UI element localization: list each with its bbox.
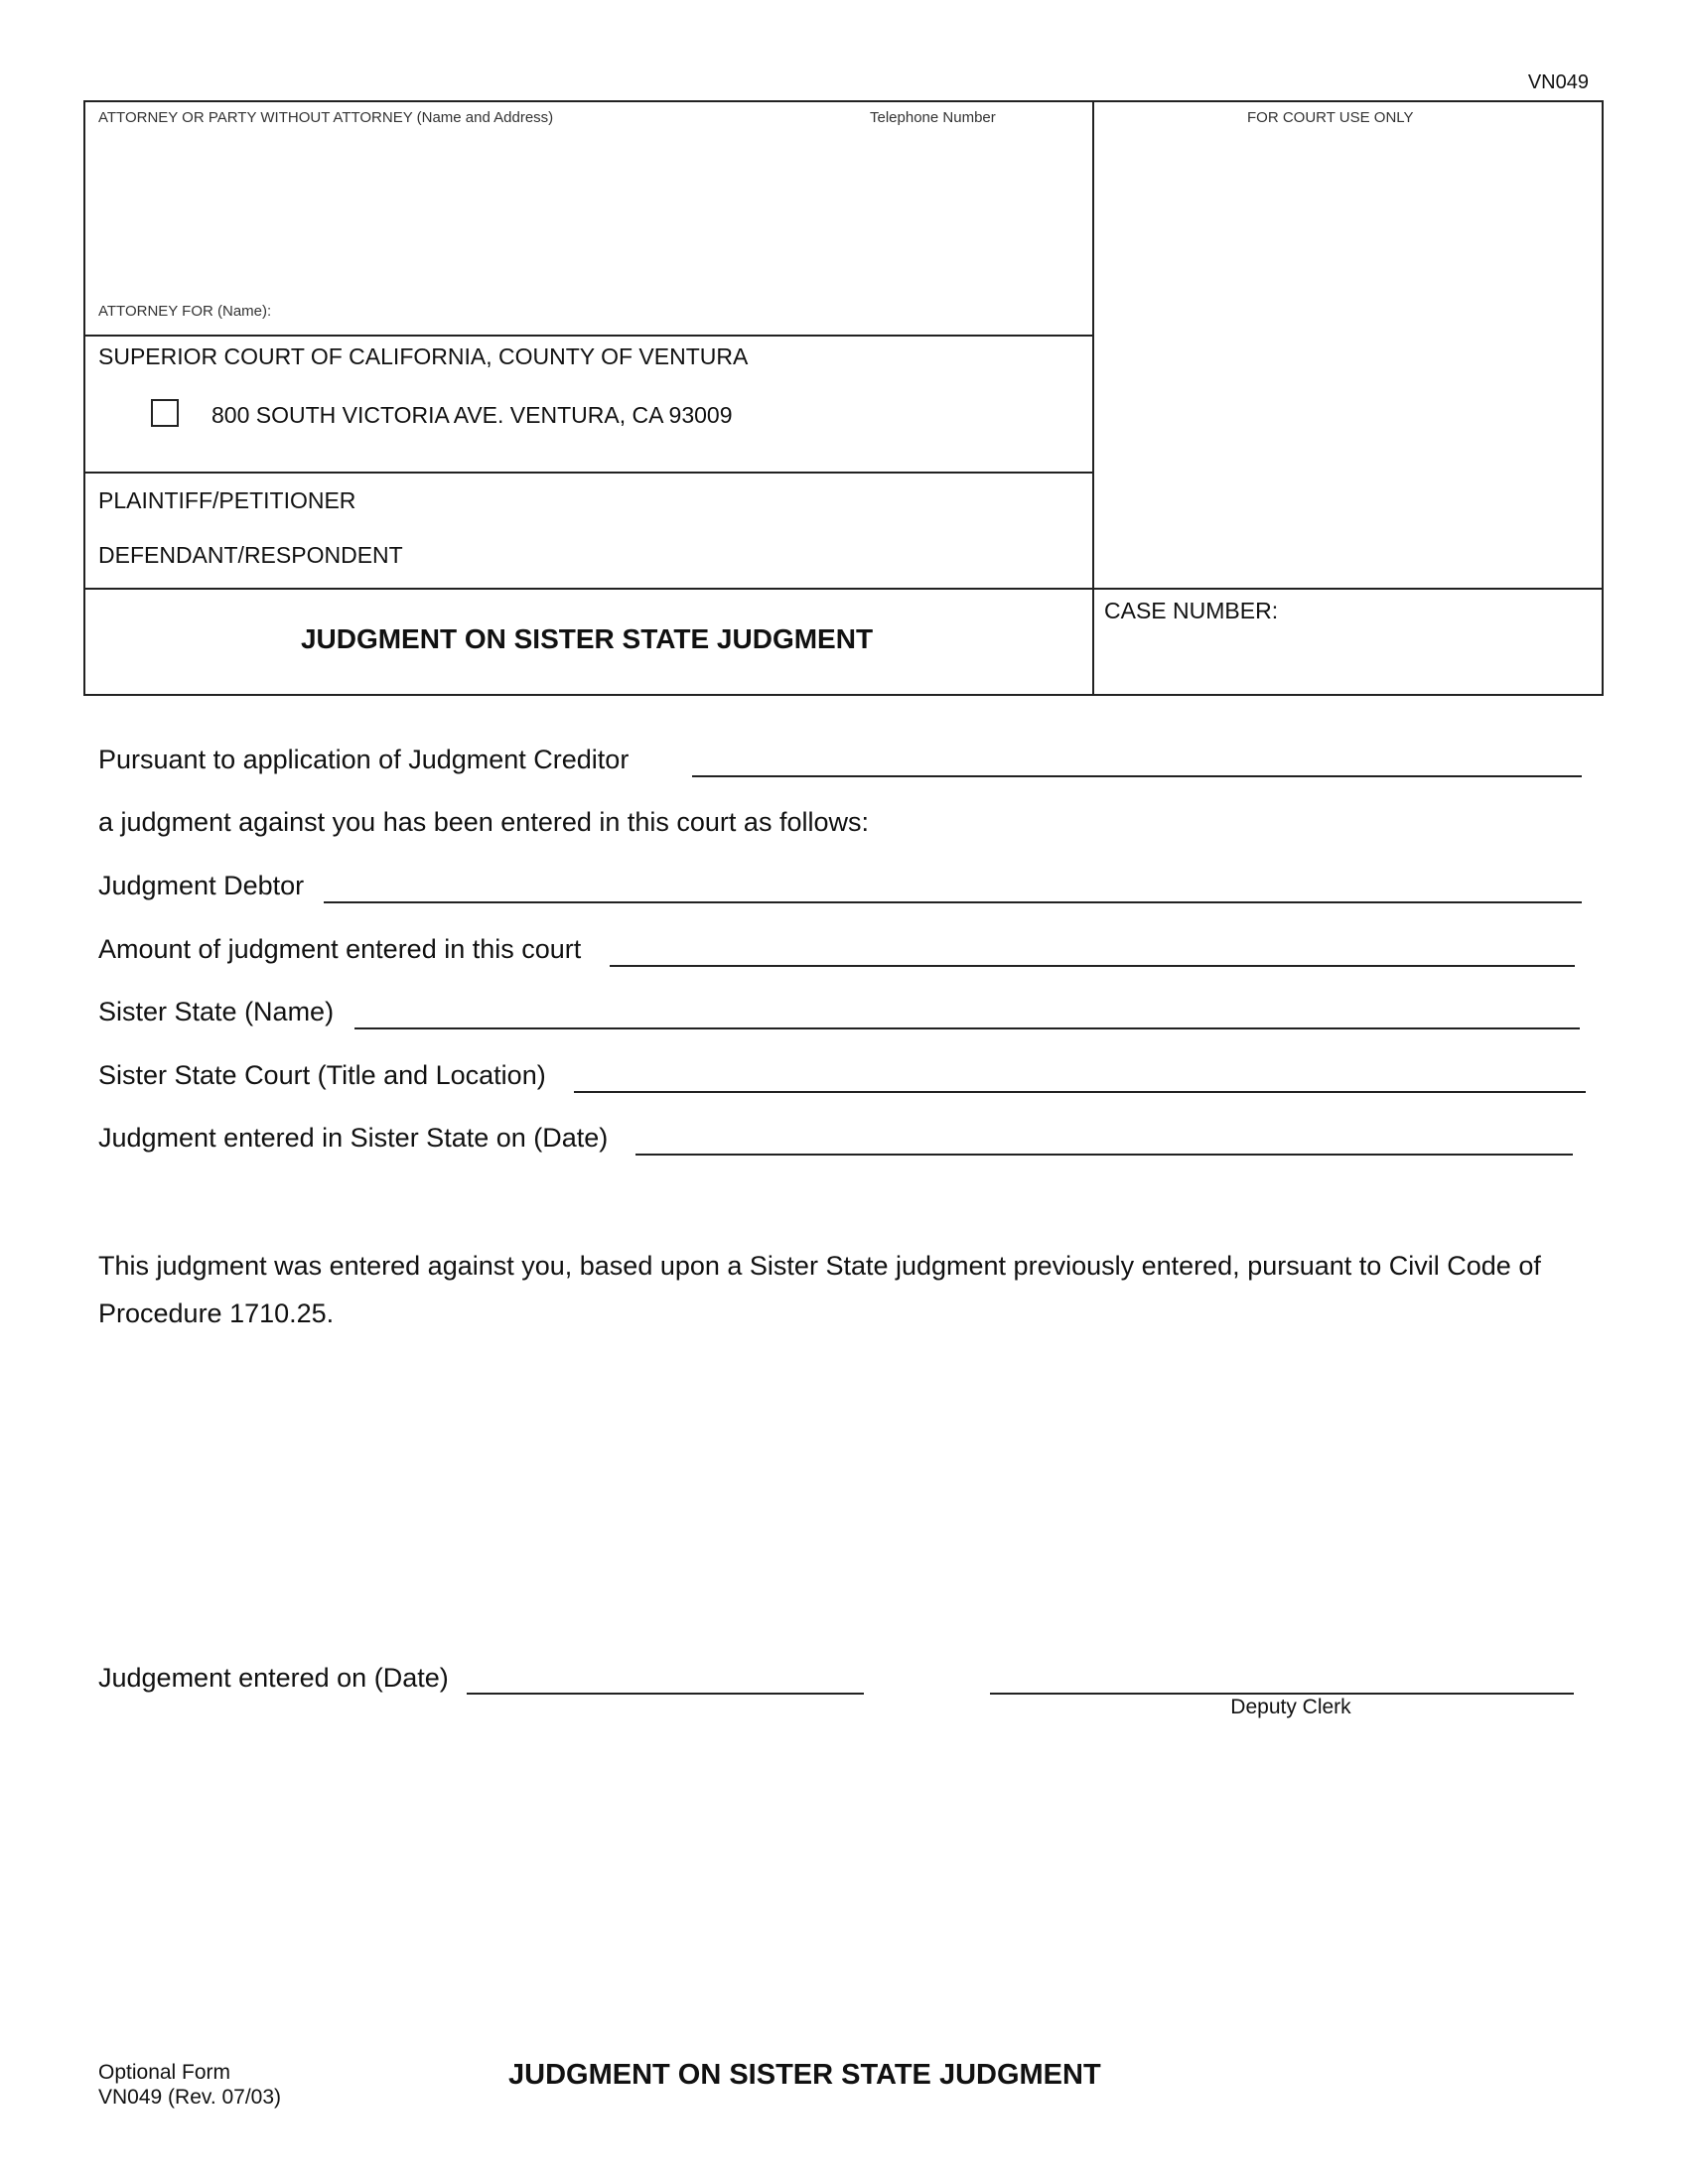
- court-address: 800 SOUTH VICTORIA AVE. VENTURA, CA 93009: [211, 402, 733, 428]
- divider-court-parties: [85, 472, 1092, 474]
- judgment-amount-underline: [610, 965, 1575, 967]
- statement-line-2: Procedure 1710.25.: [98, 1298, 335, 1328]
- caption-box: [83, 100, 1604, 696]
- caption-divider-vertical: [1092, 102, 1094, 694]
- sister-state-court-input[interactable]: [574, 1055, 1590, 1093]
- plaintiff-label: PLAINTIFF/PETITIONER: [98, 487, 356, 513]
- sister-state-date-label: Judgment entered in Sister State on (Date): [98, 1123, 609, 1153]
- optional-form-label: Optional Form: [98, 2061, 231, 2084]
- court-name: SUPERIOR COURT OF CALIFORNIA, COUNTY OF VENTURA: [98, 343, 749, 369]
- sister-state-name-label: Sister State (Name): [98, 997, 335, 1026]
- form-title: JUDGMENT ON SISTER STATE JUDGMENT: [300, 623, 874, 654]
- sister-state-name-underline: [354, 1027, 1580, 1029]
- judgment-creditor-underline: [692, 775, 1582, 777]
- court-use-label: FOR COURT USE ONLY: [1247, 109, 1414, 126]
- judgment-creditor-input[interactable]: [692, 740, 1586, 777]
- divider-attorney-court: [85, 335, 1092, 337]
- form-revision: VN049 (Rev. 07/03): [98, 2086, 282, 2109]
- amount-label: Amount of judgment entered in this court: [98, 934, 582, 964]
- creditor-label: Pursuant to application of Judgment Creditor: [98, 745, 630, 774]
- deputy-clerk-label: Deputy Clerk: [1230, 1696, 1351, 1718]
- case-number-label: CASE NUMBER:: [1104, 598, 1279, 623]
- judgment-debtor-input[interactable]: [324, 866, 1586, 903]
- judgment-debtor-underline: [324, 901, 1582, 903]
- attorney-for-label: ATTORNEY FOR (Name):: [98, 303, 272, 320]
- judgment-amount-input[interactable]: [610, 929, 1579, 967]
- sister-state-date-input[interactable]: [635, 1118, 1577, 1156]
- court-address-checkbox[interactable]: [151, 399, 179, 427]
- defendant-label: DEFENDANT/RESPONDENT: [98, 542, 403, 568]
- divider-parties-title: [85, 588, 1602, 590]
- sister-state-court-underline: [574, 1091, 1586, 1093]
- debtor-label: Judgment Debtor: [98, 871, 305, 900]
- telephone-label: Telephone Number: [870, 109, 996, 126]
- intro-text: a judgment against you has been entered in this court as follows:: [98, 807, 869, 837]
- sister-state-court-label: Sister State Court (Title and Location): [98, 1060, 546, 1090]
- statement-paragraph: [98, 1242, 1608, 1337]
- sister-state-name-input[interactable]: [354, 992, 1584, 1029]
- entered-on-date-input[interactable]: [467, 1657, 868, 1695]
- deputy-clerk-signature-input[interactable]: [990, 1657, 1578, 1695]
- entered-on-label: Judgement entered on (Date): [98, 1663, 449, 1693]
- footer-title: JUDGMENT ON SISTER STATE JUDGMENT: [508, 2059, 1101, 2091]
- statement-line-1: This judgment was entered against you, based upon a Sister State judgment previously entered, pursuant to Civil Code of: [98, 1251, 1541, 1281]
- form-code-top: VN049: [1527, 71, 1589, 93]
- entered-on-underline: [467, 1693, 864, 1695]
- attorney-label: ATTORNEY OR PARTY WITHOUT ATTORNEY (Name and Address): [98, 109, 554, 126]
- sister-state-date-underline: [635, 1154, 1573, 1156]
- deputy-clerk-underline: [990, 1693, 1574, 1695]
